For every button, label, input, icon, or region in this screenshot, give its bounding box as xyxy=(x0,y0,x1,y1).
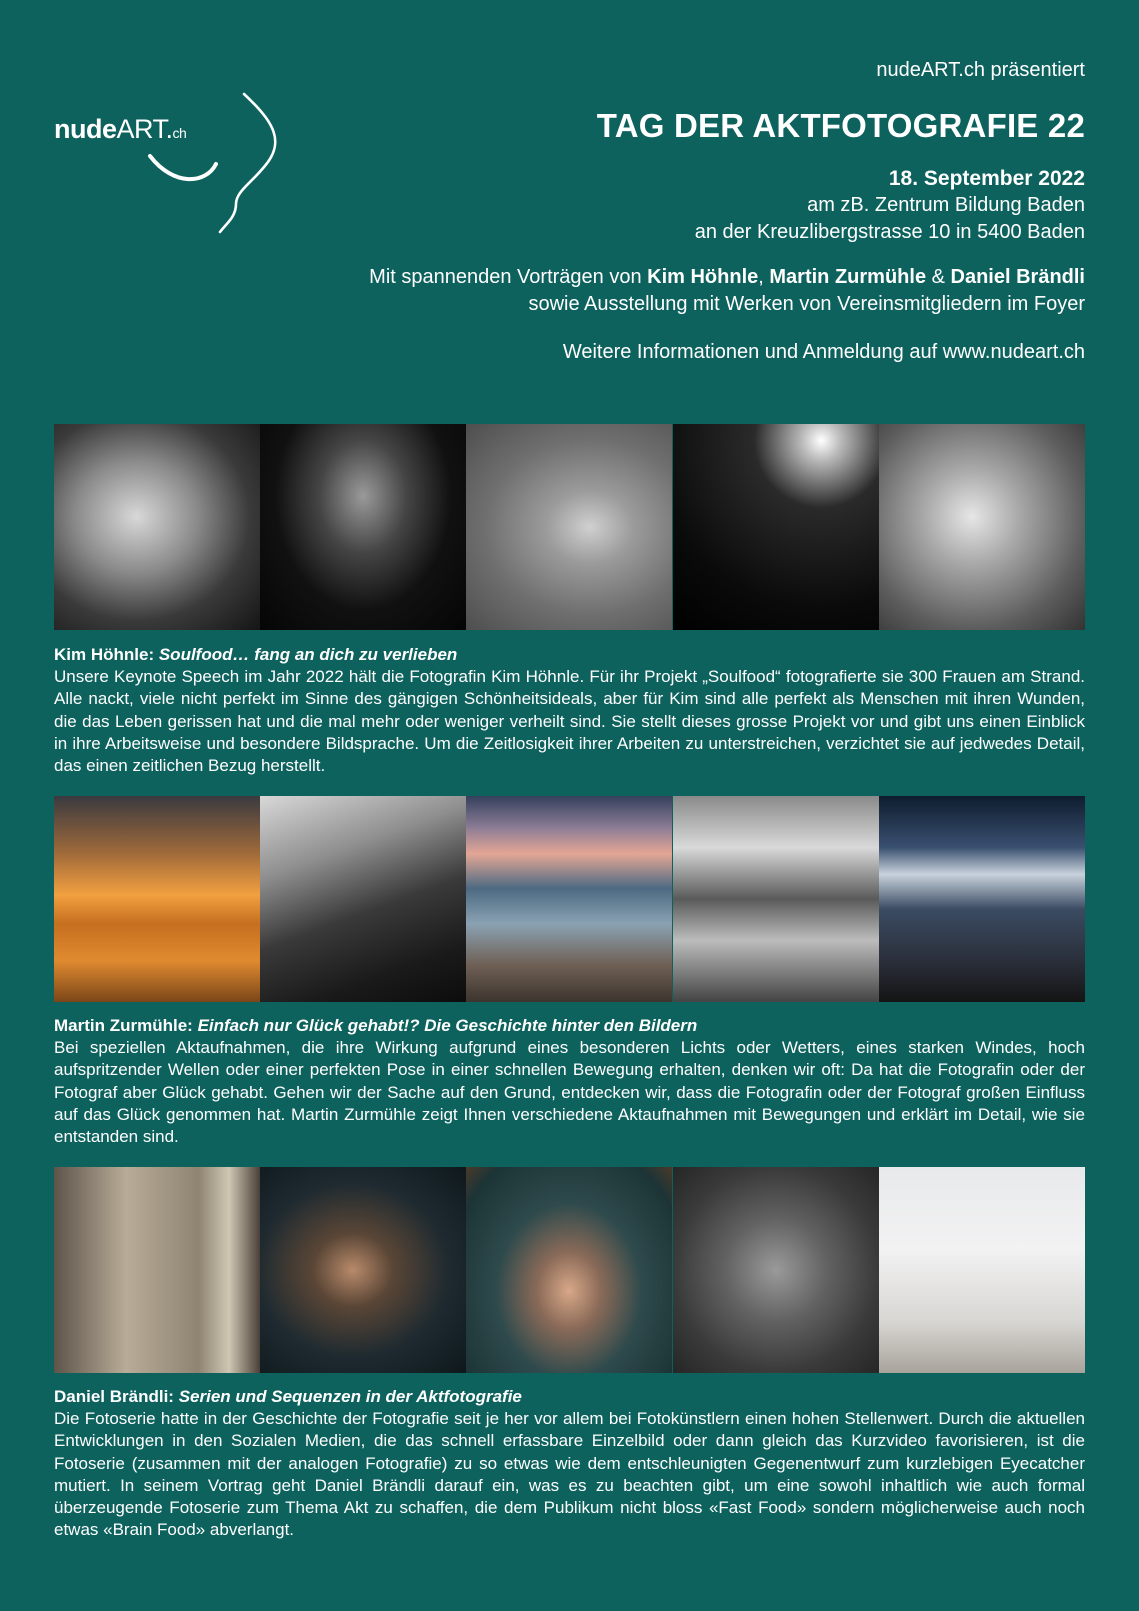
section-topic: Soulfood… fang an dich zu verlieben xyxy=(158,645,458,664)
photo-row-daniel-braendli xyxy=(54,1167,1085,1373)
photo xyxy=(466,1167,672,1373)
speaker-name: Daniel Brändli xyxy=(950,266,1085,288)
section-speaker: Daniel Brändli: xyxy=(54,1387,179,1406)
photo xyxy=(54,796,260,1002)
photo xyxy=(466,424,672,630)
event-title: TAG DER AKTFOTOGRAFIE 22 xyxy=(596,107,1085,144)
venue-line-2: an der Kreuzlibergstrasse 10 in 5400 Baden xyxy=(694,221,1085,243)
exhibition-line: sowie Ausstellung mit Werken von Vereinsmitgliedern im Foyer xyxy=(528,293,1085,315)
photo xyxy=(879,424,1085,630)
photo xyxy=(260,796,466,1002)
event-date: 18. September 2022 xyxy=(888,167,1085,190)
photo xyxy=(260,1167,466,1373)
photo-row-kim-hoehnle xyxy=(54,424,1085,630)
section-kim-hoehnle xyxy=(54,644,1085,777)
section-description: Unsere Keynote Speech im Jahr 2022 hält die Fotografin Kim Höhnle. Für ihr Projekt „Soulfood“ fotografierte sie 300 Frauen am Strand. Alle nackt, viele nicht perfekt im Sinne des gängigen Schönheitsideals, aber für Kim sind alle perfekt als Menschen mit ihren Wunden, die das Leben gerissen hat und die mal mehr oder weniger verheilt sind. Sie stellt dieses grosse Projekt vor und gibt uns einen Einblick in ihre Arbeitsweise und besondere Bildsprache. Um die Zeitlosigkeit ihrer Arbeiten zu unterstreichen, verzichtet sie auf jedwedes Detail, das einen zeitlichen Bezug herstellt. xyxy=(54,667,1085,776)
photo xyxy=(54,1167,260,1373)
speaker-name: Kim Höhnle xyxy=(647,266,759,288)
photo xyxy=(879,796,1085,1002)
section-description: Bei speziellen Aktaufnahmen, die ihre Wirkung aufgrund eines besonderen Lichts oder Wetters, eines starken Windes, hoch aufspritzender Wellen oder einer perfekten Pose in einer schnellen Bewegung erhalten, denken wir oft: Da hat die Fotografin oder der Fotograf aber Glück gehabt. Gehen wir der Sache auf den Grund, entdecken wir, dass die Fotografin oder der Fotograf großen Einfluss auf das Glück genommen hat. Martin Zurmühle zeigt Ihnen verschiedene Aktaufnahmen mit Bewegungen und erklärt im Detail, wie sie entstanden sind. xyxy=(54,1038,1085,1147)
speakers-line: Mit spannenden Vorträgen von Kim Höhnle, Martin Zurmühle & Daniel Brändli xyxy=(369,266,1085,288)
presenter-line: nudeART.ch präsentiert xyxy=(876,59,1085,81)
section-speaker: Kim Höhnle: xyxy=(54,645,159,664)
photo xyxy=(673,424,879,630)
event-header xyxy=(185,56,1085,366)
logo-wordmark: nudeART.ch xyxy=(54,114,187,144)
section-daniel-braendli xyxy=(54,1386,1085,1541)
photo xyxy=(466,796,672,1002)
photo xyxy=(260,424,466,630)
info-link-line[interactable]: Weitere Informationen und Anmeldung auf www.nudeart.ch xyxy=(562,341,1085,363)
section-martin-zurmuehle xyxy=(54,1015,1085,1148)
photo-row-martin-zurmuehle xyxy=(54,796,1085,1002)
venue-line-1: am zB. Zentrum Bildung Baden xyxy=(807,194,1085,216)
section-topic: Serien und Sequenzen in der Aktfotografie xyxy=(178,1387,522,1406)
photo xyxy=(879,1167,1085,1373)
photo xyxy=(54,424,260,630)
section-topic: Einfach nur Glück gehabt!? Die Geschichte hinter den Bildern xyxy=(197,1016,698,1035)
photo xyxy=(673,1167,879,1373)
speaker-name: Martin Zurmühle xyxy=(769,266,927,288)
section-description: Die Fotoserie hatte in der Geschichte der Fotografie seit je her vor allem bei Fotokünstlern einen hohen Stellenwert. Durch die aktuellen Entwicklungen in den Sozialen Medien, die das schnell erfassbare Einzelbild oder dann gleich das Kurzvideo favorisieren, ist die Fotoserie (zusammen mit der analogen Fotografie) zu so etwas wie dem entschleunigten Gegenentwurf zum kurzlebigen Eyecatcher mutiert. In seinem Vortrag geht Daniel Brändli darauf ein, was es zu beachten gibt, um eine sowohl inhaltlich wie auch formal überzeugende Fotoserie zum Thema Akt zu schaffen, die dem Publikum nicht bloss «Fast Food» sondern möglicherweise auch noch etwas «Brain Food» abverlangt. xyxy=(54,1409,1085,1540)
photo xyxy=(673,796,879,1002)
section-speaker: Martin Zurmühle: xyxy=(54,1016,198,1035)
